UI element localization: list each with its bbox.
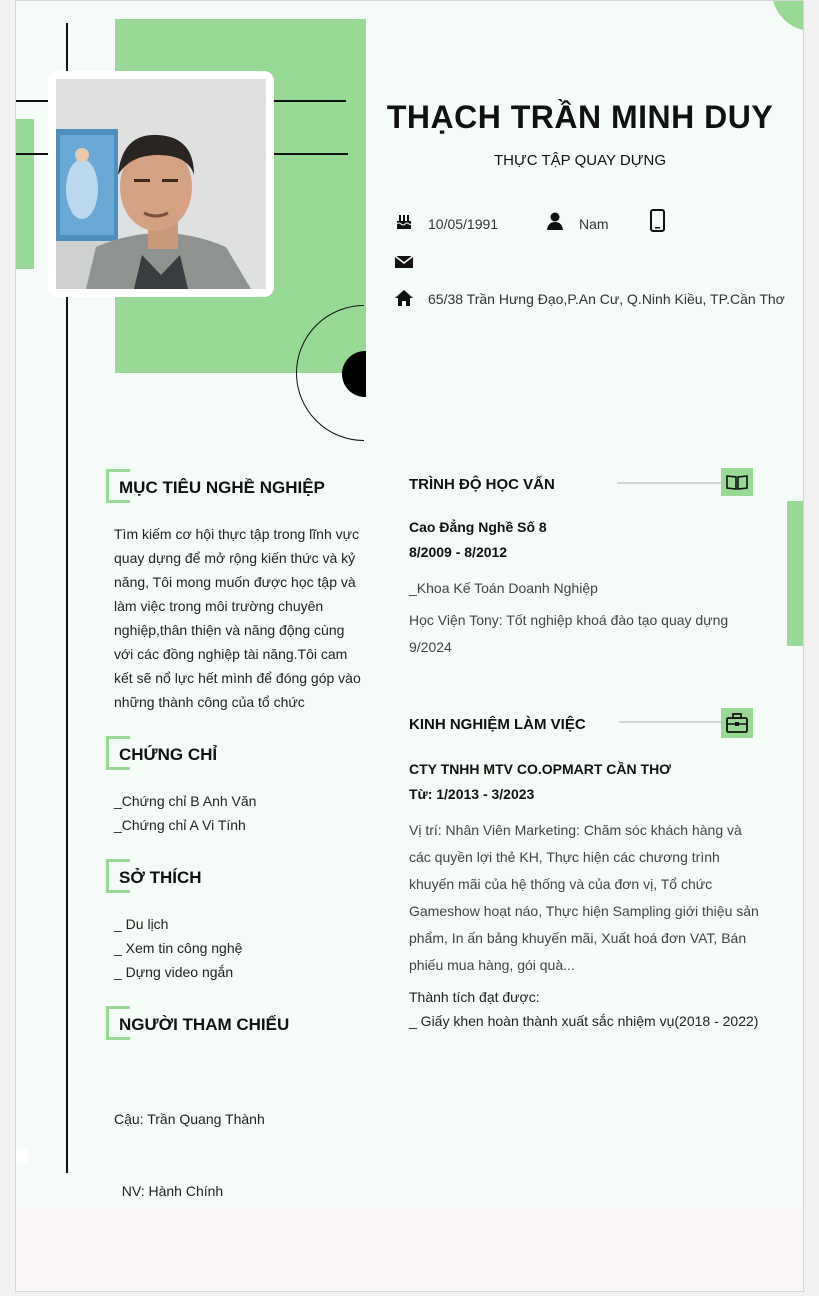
objective-line: nghiệp,thân thiện và năng động cùng: [114, 622, 345, 638]
references-title: NGƯỜI THAM CHIẾU: [119, 1015, 290, 1034]
book-icon: [721, 468, 753, 496]
objective-line: năng, Tôi mong muốn được học tập và: [114, 574, 356, 590]
candidate-role: THỰC TẬP QUAY DỰNG: [493, 152, 667, 169]
experience-company: CTY TNHH MTV CO.OPMART CẦN THƠ: [409, 761, 672, 777]
education-extra-line: 9/2024: [409, 639, 452, 655]
envelope-icon: [394, 252, 414, 272]
education-school: Cao Đẳng Nghề Số 8: [409, 519, 547, 535]
left-accent-bar: [16, 119, 34, 269]
decor-dot: [342, 351, 388, 397]
briefcase-icon: [721, 708, 753, 738]
achievement-item: _ Giấy khen hoàn thành xuất sắc nhiệm vụ(2018 - 2022): [409, 1013, 759, 1029]
objective-line: những thành công của tổ chức: [114, 694, 305, 710]
education-period: 8/2009 - 8/2012: [409, 544, 508, 560]
certificates-title: CHỨNG CHỈ: [119, 745, 218, 764]
decor-chip: [16, 1149, 28, 1163]
experience-description: [409, 817, 769, 979]
right-accent-bar: [787, 501, 804, 646]
education-divider: [617, 482, 721, 484]
profile-photo: [56, 79, 266, 289]
education-title: TRÌNH ĐỘ HỌC VẤN: [409, 476, 555, 493]
references-list: [114, 1059, 265, 1251]
list-item: _ Dựng video ngắn: [114, 964, 234, 980]
objective-line: với các đồng nghiệp tài năng.Tôi cam: [114, 646, 348, 662]
objective-title: MỤC TIÊU NGHỀ NGHIỆP: [119, 478, 325, 497]
education-major: _Khoa Kế Toán Doanh Nghiệp: [409, 580, 598, 596]
certificates-list: [114, 789, 256, 837]
phone-icon: [649, 209, 667, 233]
list-item: Cậu: Trần Quang Thành: [114, 1111, 265, 1127]
hobbies-title: SỞ THÍCH: [119, 868, 202, 887]
list-item: _ Xem tin công nghệ: [114, 940, 243, 956]
experience-divider: [619, 721, 721, 723]
achievements-label: Thành tích đạt được:: [409, 989, 540, 1005]
gender-text: Nam: [579, 216, 609, 232]
experience-period: Từ: 1/2013 - 3/2023: [409, 786, 535, 802]
education-extra: [409, 607, 728, 661]
description-line: phiếu mua hàng, gói quà...: [409, 957, 575, 973]
corner-decoration: [772, 0, 804, 31]
home-icon: [394, 288, 414, 308]
resume-page: [15, 0, 804, 1292]
list-item: _Chứng chỉ B Anh Văn: [114, 793, 257, 809]
list-item: _Chứng chỉ A Vi Tính: [114, 817, 246, 833]
hobbies-list: [114, 912, 242, 984]
person-icon: [545, 211, 565, 231]
list-item: _ Du lịch: [114, 916, 169, 932]
education-extra-line: Học Viện Tony: Tốt nghiệp khoá đào tạo quay dựng: [409, 612, 729, 628]
description-line: khuyến mãi của hệ thống và của đơn vị, Tổ chức: [409, 876, 713, 892]
description-line: Vị trí: Nhân Viên Marketing: Chăm sóc khách hàng và: [409, 822, 742, 838]
objective-line: làm việc trong môi trường chuyên: [114, 598, 324, 614]
birthday-cake-icon: [394, 211, 414, 231]
objective-text: [114, 522, 374, 714]
objective-line: kết sẽ nổ lực hết mình để đóng góp vào: [114, 670, 361, 686]
address-text: 65/38 Trần Hưng Đạo,P.An Cư, Q.Ninh Kiều, TP.Cần Thơ: [428, 291, 785, 307]
objective-line: quay dựng để mở rộng kiến thức và kỷ: [114, 550, 356, 566]
description-line: Gameshow hoạt náo, Thực hiện Sampling giới thiệu sản: [409, 903, 759, 919]
experience-title: KINH NGHIỆM LÀM VIỆC: [409, 716, 586, 733]
profile-photo-frame: [48, 71, 274, 297]
objective-line: Tìm kiếm cơ hội thực tập trong lĩnh vực: [114, 526, 360, 542]
candidate-name: THẠCH TRẦN MINH DUY: [386, 99, 774, 135]
description-line: các quyền lợi thẻ KH, Thực hiện các chương trình: [409, 849, 720, 865]
birthday-text: 10/05/1991: [428, 216, 499, 232]
description-line: phẩm, In ấn bảng khuyến mãi, Xuất hoá đơn VAT, Bán: [409, 930, 747, 946]
list-item: NV: Hành Chính: [114, 1183, 224, 1199]
